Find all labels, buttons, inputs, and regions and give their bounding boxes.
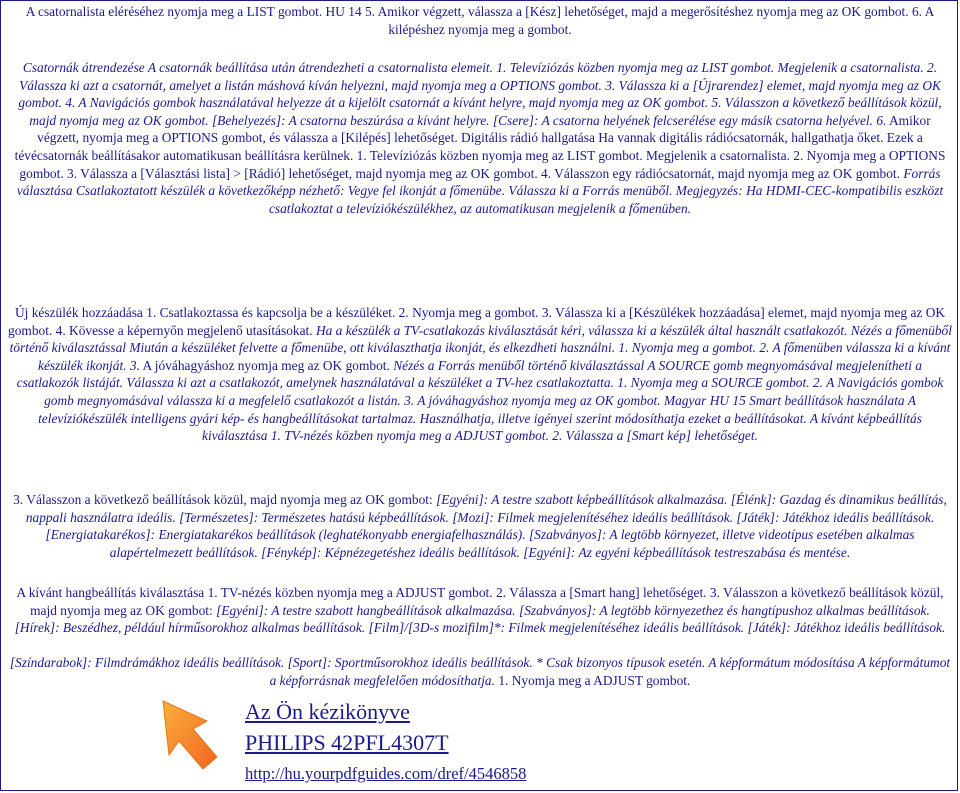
url-link[interactable]: http://hu.yourpdfguides.com/dref/4546858 <box>245 764 527 783</box>
arrow-icon <box>155 693 233 789</box>
paragraph-2-italic-end: Forrás választása Csatlakoztatott készülék a következőképp nézhető: Vegye fel ikonját a főmenübe. Válassza ki a Forrás menüből. Megjegyzés: Ha HDMI-CEC-kompatibilis eszközt csatlakoztat a televíziókészülékhez, az automatikusan megjelenik a főmenüben. <box>16 165 944 216</box>
paragraph-3-italic-2: Nézés a Forrás menüből történő kiválasztással A SOURCE gomb megnyomásával megjelenítheti a csatlakozók listáját. Válassza ki azt a csatlakozót, amelynek használatával a készüléket a TV-hez csatlakoztatta. 1. Nyomja meg a SOURCE gombot. 2. A Navigációs gombok gomb megnyomásával válassza ki a megfelelő csatlakozót a listán. 3. A jóváhagyáshoz nyomja meg az OK gombot. Magyar HU 15 Smart beállítások használata A televíziókészülék intelligens gyári kép- és hangbeállításokat tartalmaz. Használhatja, illetve igényei szerint módosíthatja ezeket a beállításokat. A kívánt képbeállítás kiválasztása 1. TV-nézés közben nyomja meg a ADJUST gombot. 2. Válassza a [Smart kép] lehetőséget. <box>16 357 944 444</box>
paragraph-3-text-2: A jóváhagyáshoz nyomja meg az OK gombot. <box>142 357 390 373</box>
paragraph-4-text: 3. Válasszon a következő beállítások közül, majd nyomja meg az OK gombot: <box>13 492 433 507</box>
paragraph-6-text: 1. Nyomja meg a ADJUST gombot. <box>498 672 691 688</box>
paragraph-2-text: Amikor végzett, nyomja meg a OPTIONS gombot, és válassza a [Kilépés] lehetőséget. Digitális rádió hallgatása Ha vannak digitális rádiócsatornák, hallgathatja őket. Ezek a tévécsatornák beállításakor automatikusan beállításra kerülnek. 1. Televíziózás közben nyomja meg az LIST gombot. Megjelenik a csatornalista. 2. Nyomja meg a OPTIONS gombot. 3. Válassza a [Választási lista] > [Rádió] lehetőséget, majd nyomja meg az OK gombot. 4. Válasszon egy rádiócsatornát, majd nyomja meg az OK gombot. <box>14 112 946 181</box>
paragraph-6 <box>7 654 953 689</box>
paragraph-3-text: Új készülék hozzáadása 1. Csatlakoztassa és kapcsolja be a készüléket. 2. Nyomja meg a gombot. 3. Válassza ki a [Készülékek hozzáadása] elemet, majd nyomja meg az OK gombot. 4. Kövesse a képernyőn megjelenő utasításokat. <box>8 305 946 338</box>
paragraph-1-text: A csatornalista eléréséhez nyomja meg a LIST gombot. HU 14 5. Amikor végzett, válassza a [Kész] lehetőséget, majd a megerősítéshez nyomja meg az OK gombot. 6. A kilépéshez nyomja meg a gombot. <box>25 4 935 37</box>
paragraph-4 <box>7 491 953 561</box>
paragraph-2-italic: Csatornák átrendezése A csatornák beállítása után átrendezheti a csatornalista elemeit. 1. Televíziózás közben nyomja meg az LIST gombot. Megjelenik a csatornalista. 2. Válassza ki azt a csatornát, amelyet a listán máshová kíván helyezni, majd nyomja meg a OPTIONS gombot. 3. Válassza ki a [Újrarendez] elemet, majd nyomja meg az OK gombot. 4. A Navigációs gombok használatával helyezze át a kijelölt csatornát a kívánt helyre, majd nyomja meg az OK gombot. 5. Válasszon a következő beállítások közül, majd nyomja meg az OK gombot. [Behelyezés]: A csatorna beszúrása a kívánt helyre. [Csere]: A csatorna helyének felcserélése egy másik csatorna helyével. 6. <box>18 60 942 128</box>
paragraph-4-italic: [Egyéni]: A testre szabott képbeállítások alkalmazása. [Élénk]: Gazdag és dinamikus beállítás, nappali használatra ideális. [Természetes]: Természetes hatású képbeállítások. [Mozi]: Filmek megjelenítéséhez ideális beállítások. [Játék]: Játékhoz ideális beállítások. [Energiatakarékos]: Energiatakarékos beállítások (leghatékonyabb energiafelhasználás). [Szabványos]: A legtöbb környezet, illetve videotípus esetében alkalmas alapértelmezett beállítások. [Fénykép]: Képnézegetéshez ideális beállítások. [Egyéni]: Az egyéni képbeállítások testreszabása és mentése. <box>25 492 947 560</box>
paragraph-6-italic: [Színdarabok]: Filmdrámákhoz ideális beállítások. [Sport]: Sportműsorokhoz ideális beállítások. * Csak bizonyos típusok esetén. A képformátum módosítása A képformátumot a képforrásnak megfelelően módosíthatja. <box>9 655 951 688</box>
paragraph-3-italic: Ha a készülék a TV-csatlakozás kiválasztását kéri, válassza ki a készülék által használt csatlakozót. Nézés a főmenüből történő kiválasztással Miután a készüléket felvette a főmenübe, ott kiválaszthatja ikonját, és elkezdheti használni. 1. Nyomja meg a gombot. 2. A főmenüben válassza ki a kívánt készülék ikonját. 3. <box>9 322 952 373</box>
paragraph-3 <box>7 304 953 445</box>
paragraph-5-italic: [Egyéni]: A testre szabott hangbeállítások alkalmazása. [Szabványos]: A legtöbb környezethez és hangtípushoz alkalmas beállítások. [Hírek]: Beszédhez, például hírműsorokhoz alkalmas beállítások. [Film]/[3D-s mozifilm]*: Filmek megjelenítéséhez ideális beállítások. [Játék]: Játékhoz ideális beállítások. <box>14 602 946 636</box>
paragraph-5 <box>7 584 953 637</box>
paragraph-5-text: A kívánt hangbeállítás kiválasztása 1. TV-nézés közben nyomja meg a ADJUST gombot. 2. Válassza a [Smart hang] lehetőséget. 3. Válasszon a következő beállítások közül, majd nyomja meg az OK gombot: <box>16 585 944 618</box>
footer-links <box>245 697 526 786</box>
paragraph-1 <box>7 3 953 38</box>
manual-link[interactable]: Az Ön kézikönyve <box>245 699 410 724</box>
product-link[interactable]: PHILIPS 42PFL4307T <box>245 730 449 755</box>
paragraph-2 <box>7 59 953 217</box>
